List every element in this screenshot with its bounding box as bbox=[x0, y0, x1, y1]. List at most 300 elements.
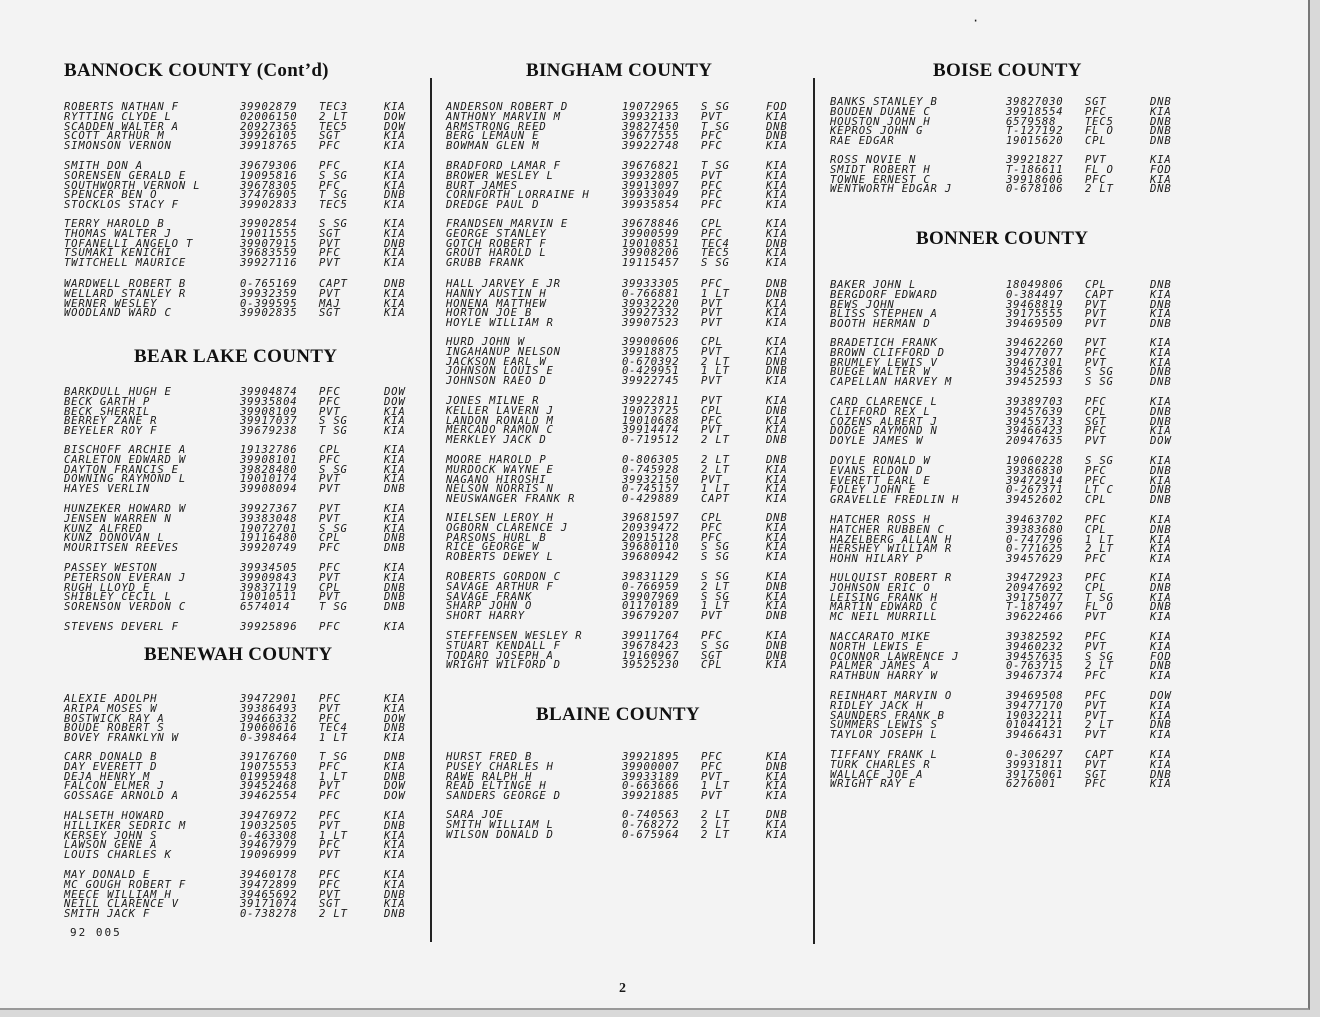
status: KIA bbox=[766, 630, 788, 642]
status: DNB bbox=[1150, 719, 1172, 732]
status: KIA bbox=[766, 257, 788, 270]
rank: PVT bbox=[701, 375, 723, 388]
serial-number: 39472899 bbox=[240, 878, 298, 891]
rank: S SG bbox=[701, 551, 730, 564]
name: TODARO JOSEPH A bbox=[446, 649, 554, 662]
status: KIA bbox=[1150, 154, 1172, 166]
status: DOW bbox=[1150, 690, 1172, 702]
rank: PVT bbox=[1085, 640, 1107, 653]
name: JACKSON EARL W bbox=[446, 355, 547, 368]
name: SMITH DON A bbox=[64, 160, 143, 172]
status: DOW bbox=[384, 395, 406, 408]
serial-number: 39462260 bbox=[1006, 337, 1064, 349]
status: DNB bbox=[1150, 125, 1172, 138]
rank: TEC5 bbox=[701, 247, 730, 260]
name: JOHNSON RAEO D bbox=[446, 375, 547, 388]
name: PUSEY CHARLES H bbox=[446, 760, 554, 773]
rank: PFC bbox=[1085, 464, 1107, 477]
name: MURDOCK WAYNE E bbox=[446, 463, 554, 476]
status: DOW bbox=[384, 780, 406, 793]
casualty-row bbox=[64, 792, 424, 802]
rank: PVT bbox=[1085, 308, 1107, 321]
name: BERREY ZANE R bbox=[64, 415, 158, 428]
serial-number: 39466431 bbox=[1006, 729, 1064, 742]
rank: 2 LT bbox=[701, 454, 730, 466]
rank: PFC bbox=[319, 790, 341, 803]
name: RICE GEORGE W bbox=[446, 541, 540, 554]
name: GOSSAGE ARNOLD A bbox=[64, 790, 179, 803]
serial-number: 19032505 bbox=[240, 819, 298, 832]
name: COZENS ALBERT J bbox=[830, 415, 938, 428]
serial-number: 39472901 bbox=[240, 693, 298, 705]
status: DNB bbox=[1150, 135, 1172, 148]
casualty-row bbox=[830, 137, 1190, 147]
rank: PVT bbox=[701, 169, 723, 182]
casualty-row bbox=[446, 436, 806, 446]
casualty-group bbox=[830, 398, 1190, 447]
status: DNB bbox=[766, 512, 788, 524]
status: KIA bbox=[1150, 778, 1172, 791]
name: THOMAS WALTER J bbox=[64, 227, 172, 240]
status: DOW bbox=[384, 110, 406, 123]
status: KIA bbox=[1150, 337, 1172, 349]
status: DNB bbox=[1150, 660, 1172, 673]
status: KIA bbox=[1150, 474, 1172, 487]
rank: SGT bbox=[1085, 96, 1107, 108]
name: SAVAGE ARTHUR F bbox=[446, 580, 554, 593]
casualty-row bbox=[64, 623, 424, 633]
name: TOFANELLI ANGELO T bbox=[64, 237, 194, 250]
rank: CPL bbox=[701, 336, 723, 348]
status: KIA bbox=[1150, 591, 1172, 604]
status: DNB bbox=[1150, 366, 1172, 379]
name: TWITCHELL MAURICE bbox=[64, 257, 187, 270]
serial-number: 0-719512 bbox=[622, 434, 680, 447]
name: ANDERSON ROBERT D bbox=[446, 101, 569, 113]
status: DNB bbox=[384, 908, 406, 921]
status: KIA bbox=[384, 869, 406, 881]
rank: S SG bbox=[701, 571, 730, 583]
rank: 2 LT bbox=[701, 818, 730, 831]
serial-number: 0-763715 bbox=[1006, 660, 1064, 673]
status: KIA bbox=[766, 828, 788, 841]
serial-number: 39457635 bbox=[1006, 650, 1064, 663]
serial-number: 39175077 bbox=[1006, 591, 1064, 604]
status: DNB bbox=[384, 601, 406, 614]
rank: PVT bbox=[701, 395, 723, 407]
rank: T SG bbox=[701, 160, 730, 172]
casualty-group bbox=[64, 695, 424, 744]
casualty-group bbox=[446, 397, 806, 446]
casualty-row bbox=[446, 259, 806, 269]
casualty-row bbox=[830, 672, 1190, 682]
name: SAVAGE FRANK bbox=[446, 590, 533, 603]
serial-number: 01170189 bbox=[622, 600, 680, 613]
rank: PVT bbox=[319, 512, 341, 525]
status: DNB bbox=[384, 189, 406, 202]
status: FOD bbox=[1150, 650, 1172, 663]
serial-number: 39175061 bbox=[1006, 768, 1064, 781]
status: KIA bbox=[1150, 425, 1172, 438]
status: DNB bbox=[1150, 581, 1172, 594]
status: DNB bbox=[766, 580, 788, 593]
serial-number: 0-745157 bbox=[622, 483, 680, 496]
rank: PVT bbox=[319, 483, 341, 496]
name: LEISING FRANK H bbox=[830, 591, 938, 604]
rank: SGT bbox=[319, 227, 341, 240]
rank: 1 LT bbox=[319, 732, 348, 745]
serial-number: 39680110 bbox=[622, 541, 680, 554]
status: KIA bbox=[384, 444, 406, 456]
rank: 1 LT bbox=[701, 483, 730, 496]
rank: T SG bbox=[1085, 591, 1114, 604]
serial-number: 19010511 bbox=[240, 591, 298, 604]
status: DNB bbox=[766, 120, 788, 133]
name: RAE EDGAR bbox=[830, 135, 895, 148]
status: DNB bbox=[766, 760, 788, 773]
rank: PFC bbox=[1085, 425, 1107, 438]
rank: PFC bbox=[701, 414, 723, 427]
serial-number: 39908206 bbox=[622, 247, 680, 260]
name: GOTCH ROBERT F bbox=[446, 237, 547, 250]
status: KIA bbox=[1150, 105, 1172, 118]
status: DNB bbox=[384, 581, 406, 594]
name: WRIGHT WILFORD D bbox=[446, 659, 561, 672]
status: KIA bbox=[384, 839, 406, 852]
rank: PFC bbox=[701, 531, 723, 544]
casualty-row bbox=[830, 613, 1190, 623]
name: ALEXIE ADOLPH bbox=[64, 693, 158, 705]
name: HORTON JOE B bbox=[446, 307, 533, 320]
serial-number: 39900599 bbox=[622, 227, 680, 240]
name: MARTIN EDWARD C bbox=[830, 601, 938, 614]
serial-number: 01044121 bbox=[1006, 719, 1064, 732]
name: GROUT HAROLD L bbox=[446, 247, 547, 260]
serial-number: 39466332 bbox=[240, 712, 298, 725]
status: KIA bbox=[766, 169, 788, 182]
serial-number: 39477170 bbox=[1006, 699, 1064, 712]
status: KIA bbox=[384, 257, 406, 270]
name: HILLIKER SEDRIC M bbox=[64, 819, 187, 832]
serial-number: 19010174 bbox=[240, 473, 298, 486]
serial-number: 19096999 bbox=[240, 849, 298, 862]
rank: TEC4 bbox=[701, 237, 730, 250]
rank: PFC bbox=[1085, 173, 1107, 186]
serial-number: 39463702 bbox=[1006, 514, 1064, 526]
status: KIA bbox=[1150, 356, 1172, 369]
rank: PVT bbox=[1085, 318, 1107, 331]
status: KIA bbox=[384, 247, 406, 260]
serial-number: 39457629 bbox=[1006, 553, 1064, 566]
name: CARLETON EDWARD W bbox=[64, 453, 187, 466]
status: KIA bbox=[766, 424, 788, 437]
status: KIA bbox=[384, 425, 406, 438]
serial-number: 6574014 bbox=[240, 601, 291, 614]
serial-number: 19011555 bbox=[240, 227, 298, 240]
name: WRIGHT RAY E bbox=[830, 778, 917, 791]
name: SCADDEN WALTER A bbox=[64, 120, 179, 133]
serial-number: 39837119 bbox=[240, 581, 298, 594]
casualty-row bbox=[64, 485, 424, 495]
rank: PFC bbox=[319, 693, 341, 705]
status: KIA bbox=[384, 829, 406, 842]
name: STEVENS DEVERL F bbox=[64, 621, 179, 633]
rank: PFC bbox=[319, 395, 341, 408]
serial-number: 0-306297 bbox=[1006, 749, 1064, 761]
page-number: 2 bbox=[619, 981, 626, 996]
rank: PFC bbox=[1085, 474, 1107, 487]
rank: 2 LT bbox=[1085, 719, 1114, 732]
serial-number: 39477077 bbox=[1006, 346, 1064, 359]
name: SORENSEN GERALD E bbox=[64, 169, 187, 182]
status: KIA bbox=[384, 227, 406, 240]
casualty-group bbox=[64, 812, 424, 861]
name: HATCHER ROSS H bbox=[830, 514, 931, 526]
rank: T SG bbox=[319, 189, 348, 202]
serial-number: 02006150 bbox=[240, 110, 298, 123]
rank: S SG bbox=[319, 463, 348, 476]
casualty-row bbox=[64, 142, 424, 152]
serial-number: 0-384497 bbox=[1006, 288, 1064, 301]
serial-number: T-127192 bbox=[1006, 125, 1064, 138]
status: DNB bbox=[1150, 405, 1172, 418]
rank: PFC bbox=[319, 712, 341, 725]
name: MC GOUGH ROBERT F bbox=[64, 878, 187, 891]
name: SOUTHWORTH VERNON L bbox=[64, 179, 201, 192]
rank: PVT bbox=[701, 317, 723, 330]
rank: PVT bbox=[1085, 337, 1107, 349]
serial-number: 39927367 bbox=[240, 503, 298, 515]
name: ROBERTS GORDON C bbox=[446, 571, 561, 583]
serial-number: 39678423 bbox=[622, 639, 680, 652]
name: MERCADO RAMON C bbox=[446, 424, 554, 437]
casualty-row bbox=[64, 259, 424, 269]
serial-number: 39472914 bbox=[1006, 474, 1064, 487]
serial-number: 39469509 bbox=[1006, 318, 1064, 331]
status: KIA bbox=[1150, 396, 1172, 408]
name: FALCON ELMER J bbox=[64, 780, 165, 793]
name: HOYLE WILLIAM R bbox=[446, 317, 554, 330]
rank: SGT bbox=[1085, 415, 1107, 428]
name: HULQUIST ROBERT R bbox=[830, 572, 953, 584]
name: KUNZ ALFRED bbox=[64, 522, 143, 535]
serial-number: 39933305 bbox=[622, 278, 680, 290]
name: EVERETT EARL E bbox=[830, 474, 931, 487]
name: KELLER LAVERN J bbox=[446, 404, 554, 417]
serial-number: 39921895 bbox=[622, 751, 680, 763]
rank: PVT bbox=[319, 257, 341, 270]
name: LAWSON GENE A bbox=[64, 839, 158, 852]
name: BERGDORF EDWARD bbox=[830, 288, 938, 301]
status: KIA bbox=[766, 160, 788, 172]
rank: PVT bbox=[701, 790, 723, 803]
serial-number: 20927365 bbox=[240, 120, 298, 133]
status: KIA bbox=[1150, 699, 1172, 712]
column-divider-left bbox=[430, 78, 432, 942]
serial-number: 20947635 bbox=[1006, 435, 1064, 448]
serial-number: 19060616 bbox=[240, 722, 298, 735]
rank: PVT bbox=[319, 888, 341, 901]
name: NEILL CLARENCE V bbox=[64, 898, 179, 911]
casualty-row bbox=[446, 612, 806, 622]
status: KIA bbox=[384, 702, 406, 715]
status: KIA bbox=[766, 473, 788, 486]
rank: CAPT bbox=[1085, 749, 1114, 761]
name: HUNZEKER HOWARD W bbox=[64, 503, 187, 515]
serial-number: 39931811 bbox=[1006, 758, 1064, 771]
name: GEORGE STANLEY bbox=[446, 227, 547, 240]
serial-number: 39386830 bbox=[1006, 464, 1064, 477]
name: SUMMERS LEWIS S bbox=[830, 719, 938, 732]
name: DOYLE RONALD W bbox=[830, 455, 931, 467]
rank: SGT bbox=[319, 898, 341, 911]
rank: TEC5 bbox=[319, 120, 348, 133]
name: ROBERTS NATHAN F bbox=[64, 101, 179, 113]
status: KIA bbox=[384, 760, 406, 773]
serial-number: 39525230 bbox=[622, 659, 680, 672]
name: MOORE HAROLD P bbox=[446, 454, 547, 466]
rank: CAPT bbox=[1085, 288, 1114, 301]
rank: T SG bbox=[319, 601, 348, 614]
name: RATHBUN HARRY W bbox=[830, 670, 938, 683]
rank: PFC bbox=[1085, 670, 1107, 683]
rank: 1 LT bbox=[319, 829, 348, 842]
rank: PFC bbox=[701, 130, 723, 143]
casualty-row bbox=[64, 734, 424, 744]
serial-number: 19010688 bbox=[622, 414, 680, 427]
rank: LT C bbox=[1085, 484, 1114, 497]
serial-number: 39913097 bbox=[622, 179, 680, 192]
rank: S SG bbox=[701, 541, 730, 554]
name: PARSONS HURL B bbox=[446, 531, 547, 544]
status: DNB bbox=[384, 751, 406, 763]
county-heading: BEAR LAKE COUNTY bbox=[134, 346, 338, 367]
rank: PVT bbox=[319, 405, 341, 418]
status: DNB bbox=[1150, 415, 1172, 428]
status: DNB bbox=[766, 365, 788, 378]
serial-number: 39932150 bbox=[622, 473, 680, 486]
status: KIA bbox=[384, 503, 406, 515]
serial-number: 0-768272 bbox=[622, 818, 680, 831]
rank: PFC bbox=[319, 247, 341, 260]
name: PALMER JAMES A bbox=[830, 660, 931, 673]
rank: TEC5 bbox=[319, 199, 348, 212]
serial-number: 39932220 bbox=[622, 297, 680, 310]
rank: S SG bbox=[319, 415, 348, 428]
rank: S SG bbox=[319, 169, 348, 182]
casualty-group bbox=[64, 505, 424, 554]
status: KIA bbox=[766, 818, 788, 831]
rank: PFC bbox=[701, 199, 723, 212]
rank: PFC bbox=[701, 521, 723, 534]
name: ARIPA MOSES W bbox=[64, 702, 158, 715]
casualty-row bbox=[446, 828, 806, 841]
serial-number: 19160967 bbox=[622, 649, 680, 662]
name: NIELSEN LEROY H bbox=[446, 512, 554, 524]
rank: PFC bbox=[319, 839, 341, 852]
status: KIA bbox=[766, 551, 788, 564]
serial-number: 39902879 bbox=[240, 101, 298, 113]
name: GRUBB FRANK bbox=[446, 257, 525, 270]
rank: 1 LT bbox=[1085, 533, 1114, 546]
name: BEYELER ROY F bbox=[64, 425, 158, 438]
rank: PVT bbox=[1085, 729, 1107, 742]
serial-number: 39904874 bbox=[240, 386, 298, 398]
status: KIA bbox=[384, 562, 406, 574]
casualty-row bbox=[830, 731, 1190, 741]
serial-number: 39921885 bbox=[622, 790, 680, 803]
name: TERRY HAROLD B bbox=[64, 218, 165, 230]
rank: S SG bbox=[1085, 376, 1114, 389]
name: WENTWORTH EDGAR J bbox=[830, 183, 953, 196]
rank: CPL bbox=[1085, 581, 1107, 594]
casualty-row bbox=[64, 851, 424, 861]
status: KIA bbox=[1150, 631, 1172, 643]
casualty-row bbox=[830, 555, 1190, 565]
serial-number: 19032211 bbox=[1006, 709, 1064, 722]
rank: 1 LT bbox=[319, 770, 348, 783]
name: SHIBLEY CECIL L bbox=[64, 591, 172, 604]
casualty-row bbox=[830, 378, 1190, 388]
rank: T SG bbox=[319, 751, 348, 763]
serial-number: 39920749 bbox=[240, 542, 298, 555]
serial-number: 0-745928 bbox=[622, 463, 680, 476]
casualty-group bbox=[446, 573, 806, 622]
casualty-group bbox=[830, 281, 1190, 330]
name: WARDWELL ROBERT B bbox=[64, 278, 187, 290]
status: DNB bbox=[384, 819, 406, 832]
status: KIA bbox=[1150, 308, 1172, 321]
serial-number: 0-771625 bbox=[1006, 543, 1064, 556]
status: KIA bbox=[384, 160, 406, 172]
rank: FL O bbox=[1085, 163, 1114, 176]
name: BOUDEN DUANE C bbox=[830, 105, 931, 118]
rank: PFC bbox=[319, 621, 341, 633]
status: KIA bbox=[1150, 640, 1172, 653]
name: JOHNSON LOUIS E bbox=[446, 365, 554, 378]
status: KIA bbox=[766, 780, 788, 793]
name: HAZELBERG ALLAN H bbox=[830, 533, 953, 546]
status: DNB bbox=[1150, 464, 1172, 477]
rank: S SG bbox=[319, 522, 348, 535]
serial-number: 39908094 bbox=[240, 483, 298, 496]
serial-number: 18049806 bbox=[1006, 279, 1064, 291]
casualty-group bbox=[64, 280, 424, 319]
rank: SGT bbox=[1085, 768, 1107, 781]
rank: 2 LT bbox=[701, 434, 730, 447]
status: DNB bbox=[1150, 768, 1172, 781]
rank: PFC bbox=[319, 878, 341, 891]
status: KIA bbox=[766, 790, 788, 803]
status: DNB bbox=[766, 649, 788, 662]
rank: TEC3 bbox=[319, 101, 348, 113]
status: DOW bbox=[384, 120, 406, 133]
rank: PFC bbox=[1085, 572, 1107, 584]
serial-number: 39452602 bbox=[1006, 494, 1064, 507]
status: KIA bbox=[1150, 749, 1172, 761]
name: SHARP JOHN O bbox=[446, 600, 533, 613]
serial-number: 39622466 bbox=[1006, 611, 1064, 624]
name: WILSON DONALD D bbox=[446, 828, 554, 841]
status: DNB bbox=[384, 591, 406, 604]
serial-number: 0-740563 bbox=[622, 809, 680, 821]
status: KIA bbox=[384, 287, 406, 300]
status: KIA bbox=[384, 512, 406, 525]
casualty-group bbox=[64, 446, 424, 495]
rank: PVT bbox=[701, 770, 723, 783]
casualty-row bbox=[830, 437, 1190, 447]
serial-number: 39462554 bbox=[240, 790, 298, 803]
